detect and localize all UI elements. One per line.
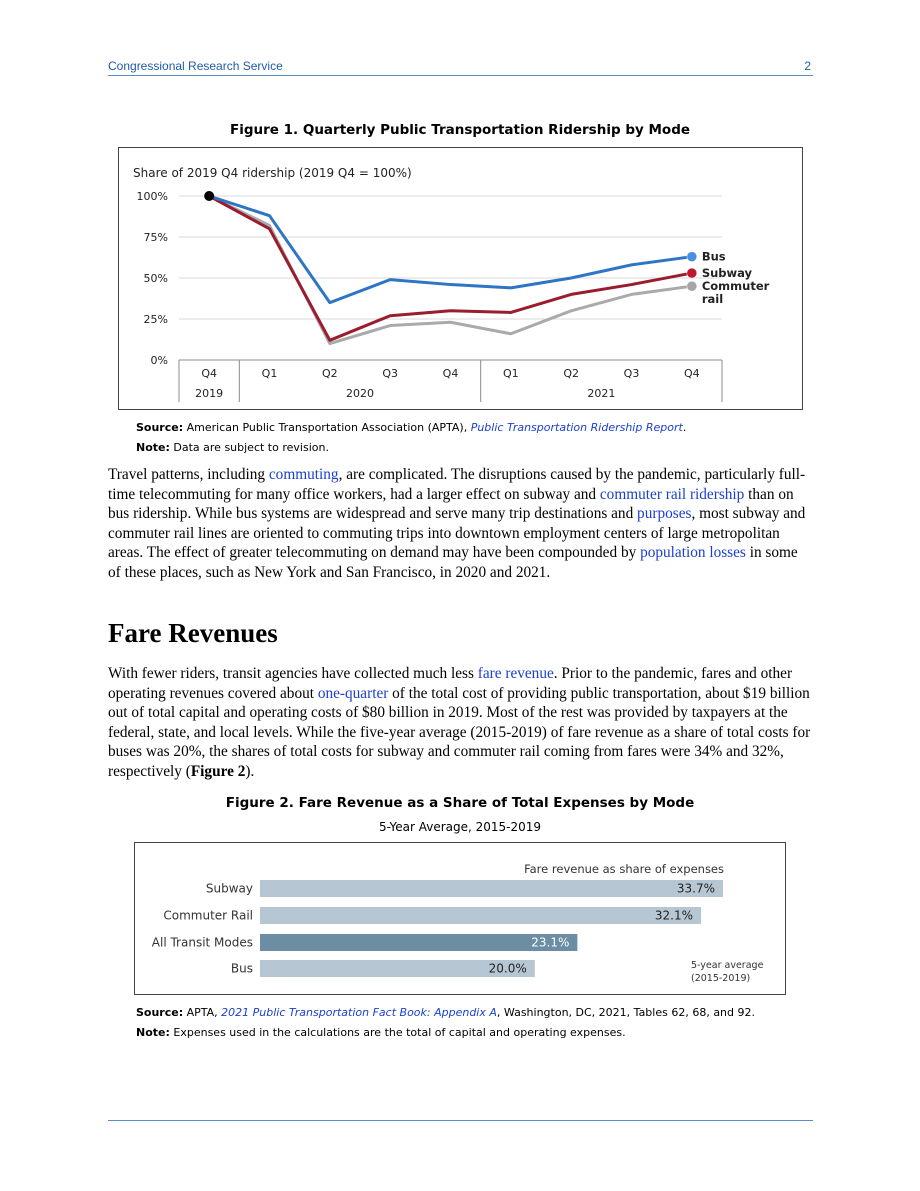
y-tick-label: 0% xyxy=(150,354,168,367)
ridership-report-link[interactable]: Public Transportation Ridership Report xyxy=(470,421,683,434)
one-quarter-link[interactable]: one-quarter xyxy=(317,684,389,702)
running-header xyxy=(108,58,813,75)
bar xyxy=(260,880,723,897)
commuting-link[interactable]: commuting xyxy=(268,466,339,483)
year-group-label: 2021 xyxy=(587,387,616,400)
bar-category-label: All Transit Modes xyxy=(151,935,253,950)
x-tick-label: Q4 xyxy=(201,367,218,380)
y-tick-label: 75% xyxy=(143,231,168,244)
note-label: Note: xyxy=(136,441,170,454)
series-end-marker xyxy=(687,281,697,291)
note-text: Data are subject to revision. xyxy=(173,441,329,454)
note-label: Note: xyxy=(136,1026,170,1039)
section-heading: Fare Revenues xyxy=(108,618,278,648)
series-end-marker xyxy=(687,252,697,262)
note-text: Expenses used in the calculations are the total of capital and operating expenses. xyxy=(173,1026,626,1039)
bar-value-label: 33.7% xyxy=(676,881,715,896)
series-line-commuter-rail xyxy=(209,196,692,344)
x-tick-label: Q1 xyxy=(502,367,519,380)
bar-category-label: Commuter Rail xyxy=(163,908,253,923)
source-text-tail: , Washington, DC, 2021, Tables 62, 68, and 92. xyxy=(496,1006,756,1019)
x-tick-label: Q3 xyxy=(623,367,640,380)
bar-category-label: Subway xyxy=(205,881,253,896)
figure2-source xyxy=(136,1006,755,1019)
x-tick-label: Q1 xyxy=(261,367,278,380)
publisher-name: Congressional Research Service xyxy=(108,59,283,73)
purposes-link[interactable]: purposes xyxy=(637,505,692,523)
legend-label: Bus xyxy=(701,249,726,264)
x-tick-label: Q3 xyxy=(382,367,399,380)
figure2-note xyxy=(136,1026,626,1039)
figure1-source: Source: American Public Transportation Association (APTA), Public Transportation Ridership Report. xyxy=(136,421,687,434)
fare-revenue-bar-chart xyxy=(135,843,785,994)
chart1-axis-title: Share of 2019 Q4 ridership (2019 Q4 = 100%) xyxy=(133,166,412,180)
figure1-note xyxy=(136,441,329,454)
chart2-annotation-line1: 5-year average xyxy=(691,960,764,971)
figure1-chart-box xyxy=(118,147,803,410)
x-tick-label: Q2 xyxy=(563,367,580,380)
footer-rule xyxy=(108,1120,813,1121)
fare-revenue-link[interactable]: fare revenue xyxy=(477,665,554,682)
bar-value-label: 20.0% xyxy=(488,961,527,976)
x-tick-label: Q4 xyxy=(442,367,459,380)
x-tick-label: Q2 xyxy=(321,367,338,380)
legend-label: Commuter rail xyxy=(701,279,770,307)
header-rule xyxy=(108,75,813,76)
series-end-marker xyxy=(687,268,697,278)
year-group-label: 2019 xyxy=(195,387,224,400)
figure2-title: Figure 2. Fare Revenue as a Share of Total Expenses by Mode xyxy=(225,795,695,811)
fact-book-link[interactable]: 2021 Public Transportation Fact Book: Appendix A xyxy=(221,1006,497,1019)
source-label: Source: xyxy=(136,421,184,434)
legend-label: Subway xyxy=(701,266,753,281)
bar-value-label: 23.1% xyxy=(531,935,570,950)
source-text: American Public Transportation Association (APTA), xyxy=(186,421,468,434)
figure2-subtitle: 5-Year Average, 2015-2019 xyxy=(378,820,542,834)
bar xyxy=(260,907,701,924)
chart2-legend-label: Fare revenue as share of expenses xyxy=(524,862,724,876)
commuter-rail-ridership-link[interactable]: commuter rail ridership xyxy=(599,485,745,503)
x-tick-label: Q4 xyxy=(683,367,700,380)
figure2-reference: Figure 2 xyxy=(190,762,246,780)
paragraph-fare-revenues: With fewer riders, transit agencies have collected much less fare revenue. Prior to the pandemic, fares and other operating revenues covered about one-quarter of the total cost of providing public transportation, about $19 billion out of total capital and operating costs of $80 billion in 2019. Most of the rest was provided by taxpayers at the federal, state, and local levels. While the five-year average (2015-2019) of fare revenue as a share of total costs for buses was 20%, the shares of total costs for subway and commuter rail coming from fares were 34% and 32%, respectively (Figure 2). xyxy=(108,665,811,780)
figure1-title: Figure 1. Quarterly Public Transportation Ridership by Mode xyxy=(229,122,691,138)
start-marker xyxy=(204,191,214,201)
bar xyxy=(260,934,577,951)
source-text: APTA, xyxy=(186,1006,218,1019)
population-losses-link[interactable]: population losses xyxy=(640,544,746,562)
bar-value-label: 32.1% xyxy=(654,908,694,923)
paragraph-travel-patterns: Travel patterns, including commuting, are complicated. The disruptions caused by the pandemic, particularly full-time telecommuting for many office workers, had a larger effect on subway and commuter rail ridership than on bus ridership. While bus systems are widespread and serve many trip destinations and purposes, most subway and commuter rail lines are oriented to commuting trips into downtown employment centers of large metropolitan areas. The effect of greater telecommuting on demand may have been compounded by population losses in some of these places, such as New York and San Francisco, in 2020 and 2021. xyxy=(108,466,806,581)
y-tick-label: 25% xyxy=(143,313,168,326)
bar-category-label: Bus xyxy=(230,961,253,976)
ridership-line-chart xyxy=(119,148,802,409)
source-label: Source: xyxy=(136,1006,184,1019)
page-number: 2 xyxy=(804,59,811,73)
chart2-annotation-line2: (2015-2019) xyxy=(691,973,751,984)
figure2-chart-box xyxy=(134,842,786,995)
y-tick-label: 50% xyxy=(143,272,168,285)
y-tick-label: 100% xyxy=(136,190,168,203)
year-group-label: 2020 xyxy=(346,387,374,400)
